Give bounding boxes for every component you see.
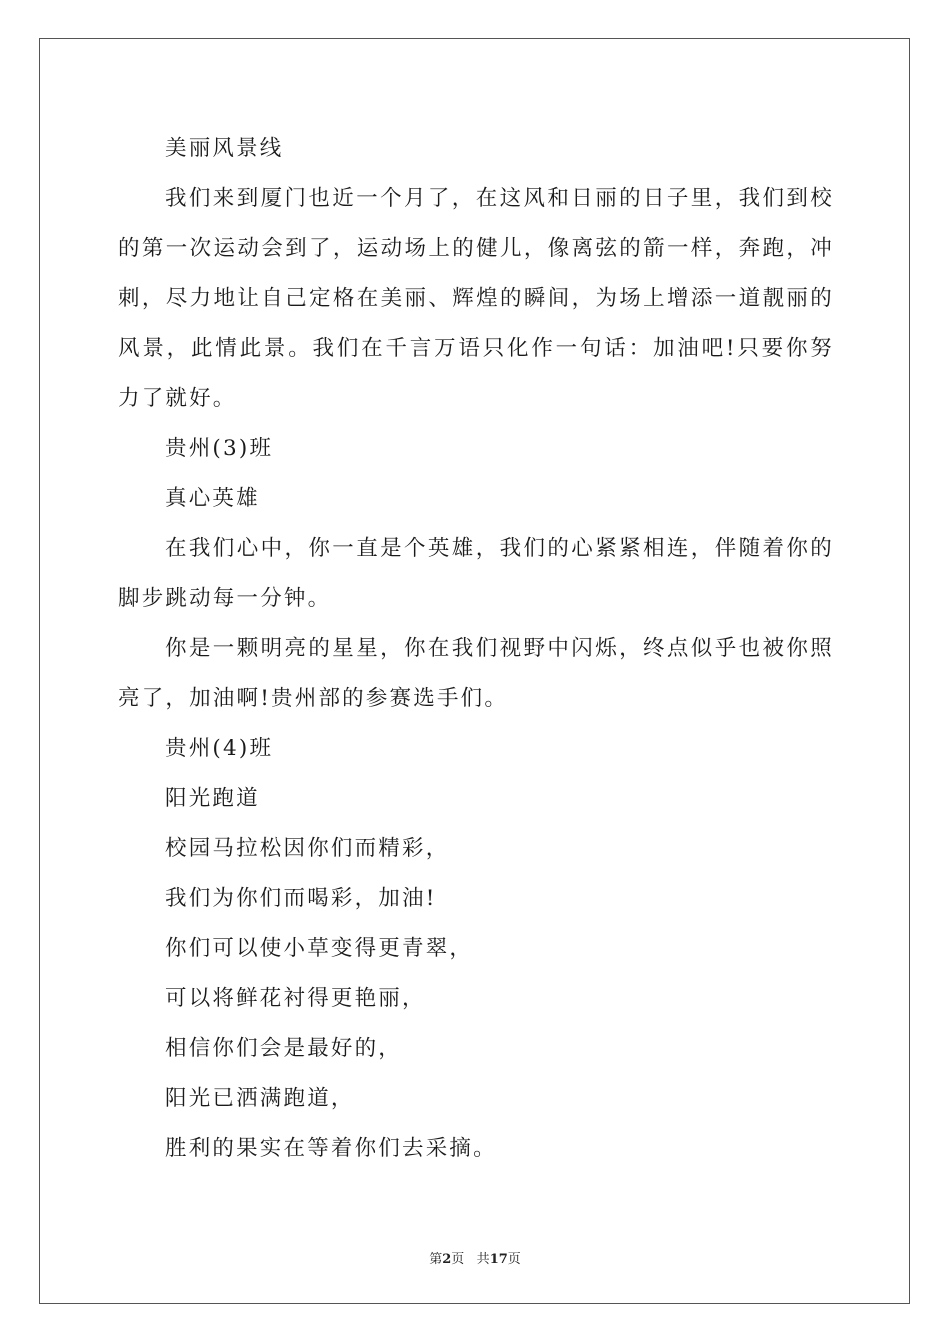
total-suffix: 页 (507, 1252, 521, 1267)
text-line: 刺，尽力地让自己定格在美丽、辉煌的瞬间，为场上增添一道靓丽的 (118, 286, 834, 311)
text-line: 在我们心中，你一直是个英雄，我们的心紧紧相连，伴随着你的 (165, 536, 834, 561)
page-suffix: 页 (451, 1252, 465, 1267)
total-pages: 17 (489, 1252, 508, 1267)
text-line: 的第一次运动会到了，运动场上的健儿，像离弦的箭一样，奔跑，冲 (118, 236, 834, 261)
text-line: 贵州(4)班 (165, 736, 274, 761)
text-line: 阳光跑道 (165, 786, 260, 811)
total-prefix: 共 (476, 1252, 490, 1267)
text-line: 贵州(3)班 (165, 436, 274, 461)
text-line: 我们来到厦门也近一个月了，在这风和日丽的日子里，我们到校 (165, 186, 834, 211)
page-number: 2 (442, 1252, 452, 1267)
text-line: 风景，此情此景。我们在千言万语只化作一句话：加油吧!只要你努 (118, 336, 834, 361)
page-footer (0, 1248, 950, 1267)
text-line: 真心英雄 (165, 486, 260, 511)
text-line: 你是一颗明亮的星星，你在我们视野中闪烁，终点似乎也被你照 (165, 636, 834, 661)
document-body (118, 124, 834, 1174)
text-line: 脚步跳动每一分钟。 (118, 586, 332, 611)
text-line: 阳光已洒满跑道， (165, 1086, 355, 1111)
page-prefix: 第 (429, 1252, 443, 1267)
text-line: 相信你们会是最好的， (165, 1036, 403, 1061)
text-line: 可以将鲜花衬得更艳丽， (165, 986, 426, 1011)
text-line: 校园马拉松因你们而精彩， (165, 836, 450, 861)
text-line: 美丽风景线 (165, 136, 284, 161)
text-line: 胜利的果实在等着你们去采摘。 (165, 1136, 497, 1161)
text-line: 你们可以使小草变得更青翠， (165, 936, 474, 961)
text-line: 我们为你们而喝彩，加油! (165, 886, 437, 911)
text-line: 亮了，加油啊!贵州部的参赛选手们。 (118, 686, 509, 711)
text-line: 力了就好。 (118, 386, 237, 411)
